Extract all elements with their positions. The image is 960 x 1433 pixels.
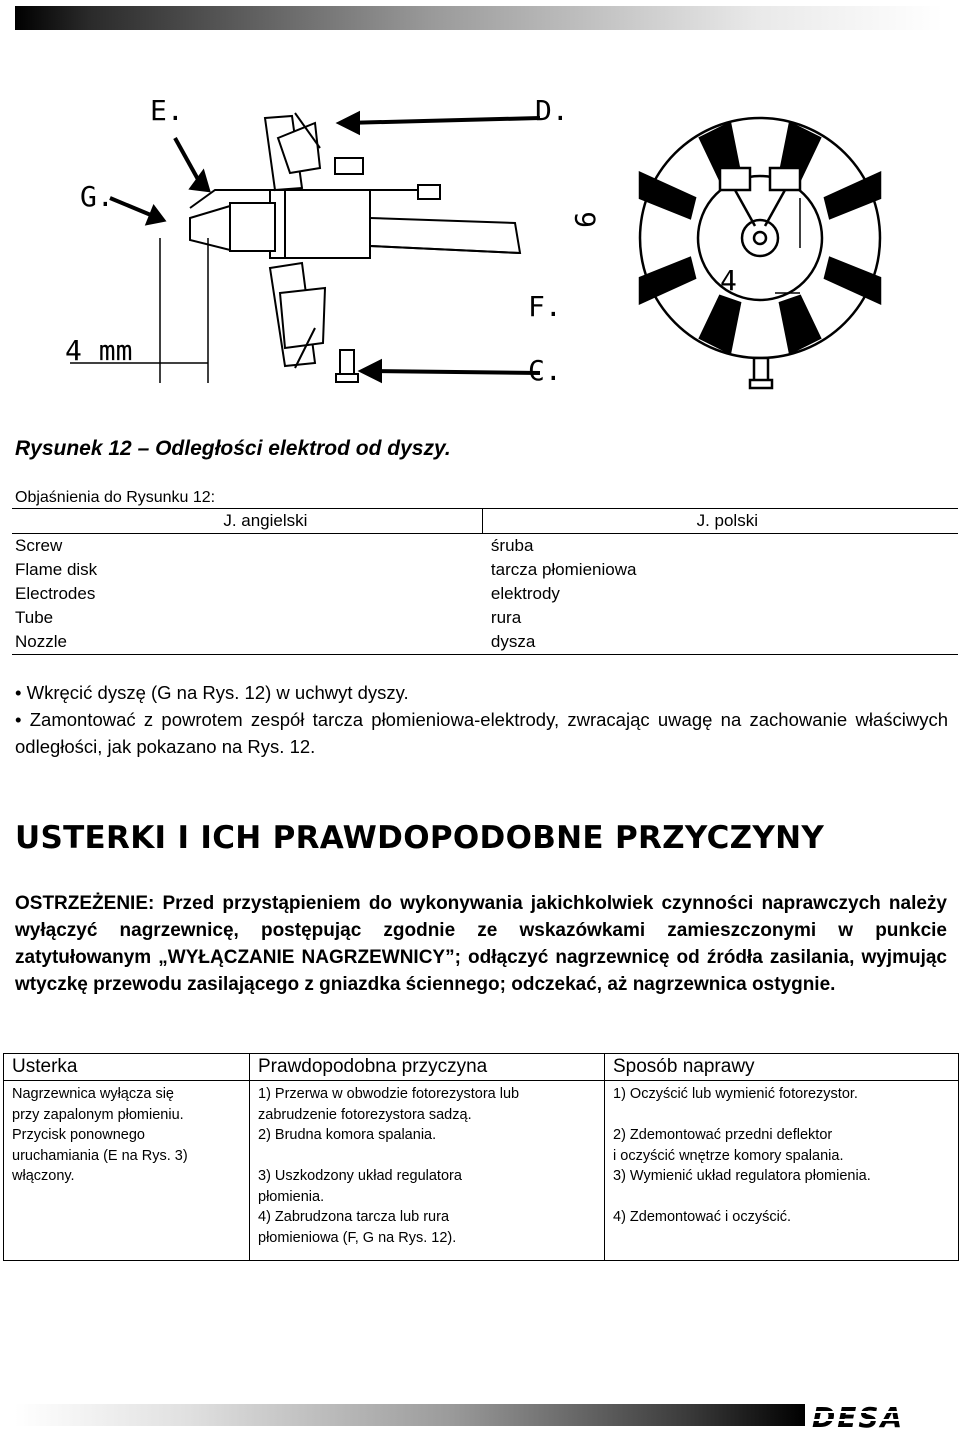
remedy-gap [613,1187,950,1208]
label-e: E. [150,94,184,127]
label-d: D. [535,94,569,127]
cause-line: 4) Zabrudzona tarcza lub rura [258,1209,450,1225]
figure-labels [65,94,737,387]
cause-cell [250,1081,605,1261]
legend-row [12,558,958,582]
desa-logo [810,1402,950,1430]
legend-row [12,534,958,559]
figure-caption: Rysunek 12 – Odległości elektrod od dyszy. [15,437,451,460]
table-row [4,1081,959,1261]
label-g: G. [80,180,114,213]
legend-pl: dysza [483,630,958,655]
label-6: 6 [569,211,602,228]
cause-line: 1) Przerwa w obwodzie fotorezystora lub [258,1086,520,1102]
legend-pl: rura [490,608,522,627]
remedy-line: 4) Zdemontować i oczyścić. [613,1209,792,1225]
fault-line: Przycisk ponownego [12,1127,145,1143]
fault-line: przy zapalonym płomieniu. [12,1106,184,1123]
legend-row [12,582,958,606]
side-view [70,113,520,383]
instructions [15,679,948,760]
troubleshooting-header [4,1054,959,1081]
legend-pl: śruba [490,536,534,555]
cause-line: 2) Brudna komora spalania. [258,1127,437,1143]
cause-line: zabrudzenie fotorezystora sadzą. [258,1106,472,1123]
footer-gradient-bar [15,1404,805,1426]
header-gradient-bar [15,6,943,30]
troubleshooting-table [3,1053,959,1261]
header-cause: Prawdopodobna przyczyna [250,1054,605,1081]
legend-header-row [12,509,958,534]
legend-header-en: J. angielski [12,509,483,534]
cause-gap [258,1146,596,1167]
fault-line: uruchamiania (E na Rys. 3) [12,1147,188,1164]
remedy-line: 3) Wymienić układ regulatora płomienia. [613,1168,871,1184]
remedy-cell [605,1081,959,1261]
legend-en: Flame disk [15,560,98,579]
legend-en: Nozzle [12,630,483,655]
header-fault: Usterka [4,1054,250,1081]
legend-en: Tube [15,608,54,627]
legend-en: Screw [15,536,63,555]
cause-line: płomienia. [258,1188,325,1205]
fault-line: Nagrzewnica wyłącza się [12,1086,174,1102]
legend-en: Electrodes [15,584,96,603]
legend-row [12,606,958,630]
remedy-line: i oczyścić wnętrze komory spalania. [613,1147,844,1164]
label-4mm: 4 mm [65,334,133,367]
section-title: USTERKI I ICH PRAWDOPODOBNE PRZYCZYNY [15,820,825,856]
header-remedy: Sposób naprawy [605,1054,959,1081]
legend-header-pl: J. polski [483,509,958,534]
svg-text:DESA: DESA [812,1402,905,1430]
fault-cell [4,1081,250,1261]
label-c: C. [528,354,562,387]
instruction-item: • Wkręcić dyszę (G na Rys. 12) w uchwyt dyszy. [15,682,409,703]
legend-pl: tarcza płomieniowa [490,560,637,579]
front-view-disk [640,118,880,388]
legend-row [12,630,958,655]
fault-line: włączony. [12,1168,75,1184]
instruction-item: • Zamontować z powrotem zespół tarcza płomieniowa-elektrody, zwracając uwagę na zachowanie właściwych odległości, jak pokazano na Rys. 12. [15,709,948,757]
label-4: 4 [720,264,737,297]
cause-line: płomieniowa (F, G na Rys. 12). [258,1229,457,1246]
legend-table [12,508,958,655]
warning-text: OSTRZEŻENIE: Przed przystąpieniem do wykonywania jakichkolwiek czynności naprawczych należy wyłączyć nagrzewnicę, postępując zgodnie ze wskazówkami zamieszczonymi w punkcie zatytułowanym „WYŁĄCZANIE NAGRZEWNICY”; odłączyć nagrzewnicę od źródła zasilania, wyjmując wtyczkę przewodu zasilającego z gniazdka ściennego; odczekać, aż nagrzewnica ostygnie. [15,893,947,995]
cause-line: 3) Uszkodzony układ regulatora [258,1168,462,1184]
remedy-gap [613,1105,950,1126]
remedy-line: 2) Zdemontować przedni deflektor [613,1127,833,1143]
legend-title: Objaśnienia do Rysunku 12: [15,489,216,506]
figure-12-diagram [40,78,920,423]
label-f: F. [528,290,562,323]
remedy-line: 1) Oczyścić lub wymienić fotorezystor. [613,1086,858,1102]
legend-pl: elektrody [490,584,560,603]
